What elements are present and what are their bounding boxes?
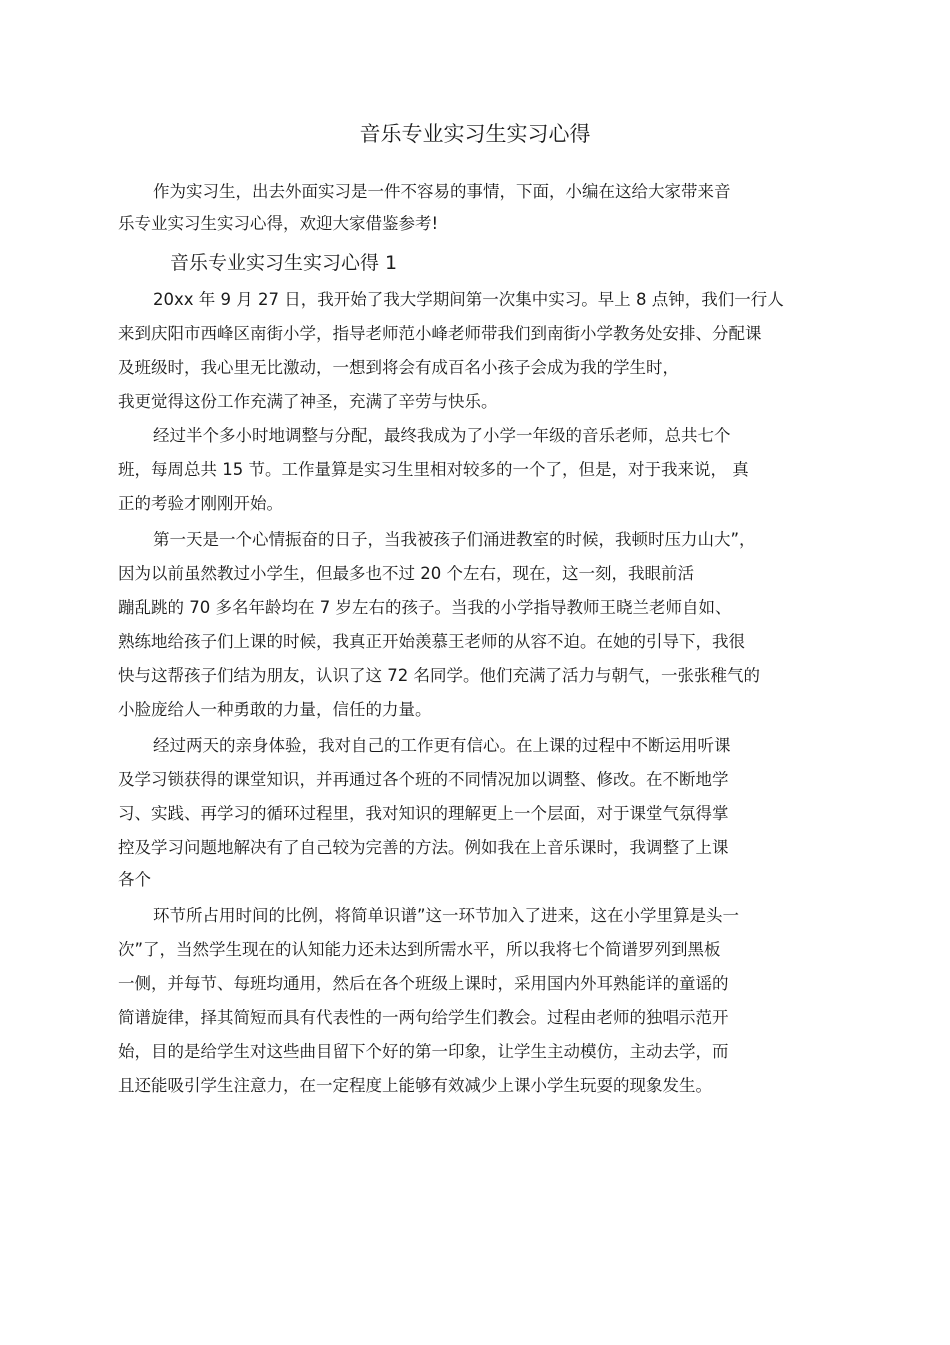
intro-line-1: 作为实习生，出去外面实习是一件不容易的事情，下面，小编在这给大家带来音: [153, 182, 731, 201]
paragraph-5-line-2: 次”了，当然学生现在的认知能力还未达到所需水平，所以我将七个简谱罗列到黑板: [118, 940, 721, 959]
paragraph-3-line-5: 快与这帮孩子们结为朋友，认识了这 72 名同学。他们充满了活力与朝气，一张张稚气的: [118, 666, 760, 685]
paragraph-5-line-4: 简谱旋律，择其简短而具有代表性的一两句给学生们教会。过程由老师的独唱示范开: [118, 1008, 729, 1027]
section-title: 音乐专业实习生实习心得 1: [170, 252, 398, 274]
paragraph-5-line-1: 环节所占用时间的比例，将简单识谱”这一环节加入了进来，这在小学里算是头一: [153, 906, 740, 925]
paragraph-4-line-4: 控及学习问题地解决有了自己较为完善的方法。例如我在上音乐课时，我调整了上课: [118, 838, 729, 857]
paragraph-5-line-5: 始，目的是给学生对这些曲目留下个好的第一印象，让学生主动模仿，主动去学，而: [118, 1042, 729, 1061]
document-title: 音乐专业实习生实习心得: [359, 122, 591, 146]
paragraph-4-line-5: 各个: [118, 870, 151, 889]
paragraph-1-line-2: 来到庆阳市西峰区南街小学，指导老师范小峰老师带我们到南街小学教务处安排、分配课: [118, 324, 762, 343]
paragraph-1-line-1: 20xx 年 9 月 27 日，我开始了我大学期间第一次集中实习。早上 8 点钟，我们一行人: [153, 290, 784, 309]
paragraph-4-line-1: 经过两天的亲身体验，我对自己的工作更有信心。在上课的过程中不断运用听课: [153, 736, 731, 755]
paragraph-3-line-6: 小脸庞给人一种勇敢的力量，信任的力量。: [118, 700, 432, 719]
paragraph-3-line-3: 蹦乱跳的 70 多名年龄均在 7 岁左右的孩子。当我的小学指导教师王晓兰老师自如、: [118, 598, 732, 617]
paragraph-5-line-6: 且还能吸引学生注意力，在一定程度上能够有效减少上课小学生玩耍的现象发生。: [118, 1076, 712, 1095]
paragraph-2-line-1: 经过半个多小时地调整与分配，最终我成为了小学一年级的音乐老师，总共七个: [153, 426, 731, 445]
paragraph-1-line-4: 我更觉得这份工作充满了神圣，充满了辛劳与快乐。: [118, 392, 498, 411]
paragraph-2-line-2: 班，每周总共 15 节。工作量算是实习生里相对较多的一个了，但是，对于我来说， 真: [118, 460, 749, 479]
paragraph-3-line-1: 第一天是一个心情振奋的日子，当我被孩子们涌进教室的时候，我顿时压力山大”，: [153, 530, 756, 549]
paragraph-4-line-3: 习、实践、再学习的循环过程里，我对知识的理解更上一个层面，对于课堂气氛得掌: [118, 804, 729, 823]
intro-line-2: 乐专业实习生实习心得，欢迎大家借鉴参考!: [118, 214, 439, 233]
paragraph-3-line-2: 因为以前虽然教过小学生，但最多也不过 20 个左右，现在，这一刻，我眼前活: [118, 564, 694, 583]
paragraph-5-line-3: 一侧，并每节、每班均通用，然后在各个班级上课时，采用国内外耳熟能详的童谣的: [118, 974, 729, 993]
paragraph-2-line-3: 正的考验才刚刚开始。: [118, 494, 283, 513]
paragraph-4-line-2: 及学习锁获得的课堂知识，并再通过各个班的不同情况加以调整、修改。在不断地学: [118, 770, 729, 789]
paragraph-1-line-3: 及班级时，我心里无比激动，一想到将会有成百名小孩子会成为我的学生时，: [118, 358, 679, 377]
paragraph-3-line-4: 熟练地给孩子们上课的时候，我真正开始羡慕王老师的从容不迫。在她的引导下，我很: [118, 632, 745, 651]
